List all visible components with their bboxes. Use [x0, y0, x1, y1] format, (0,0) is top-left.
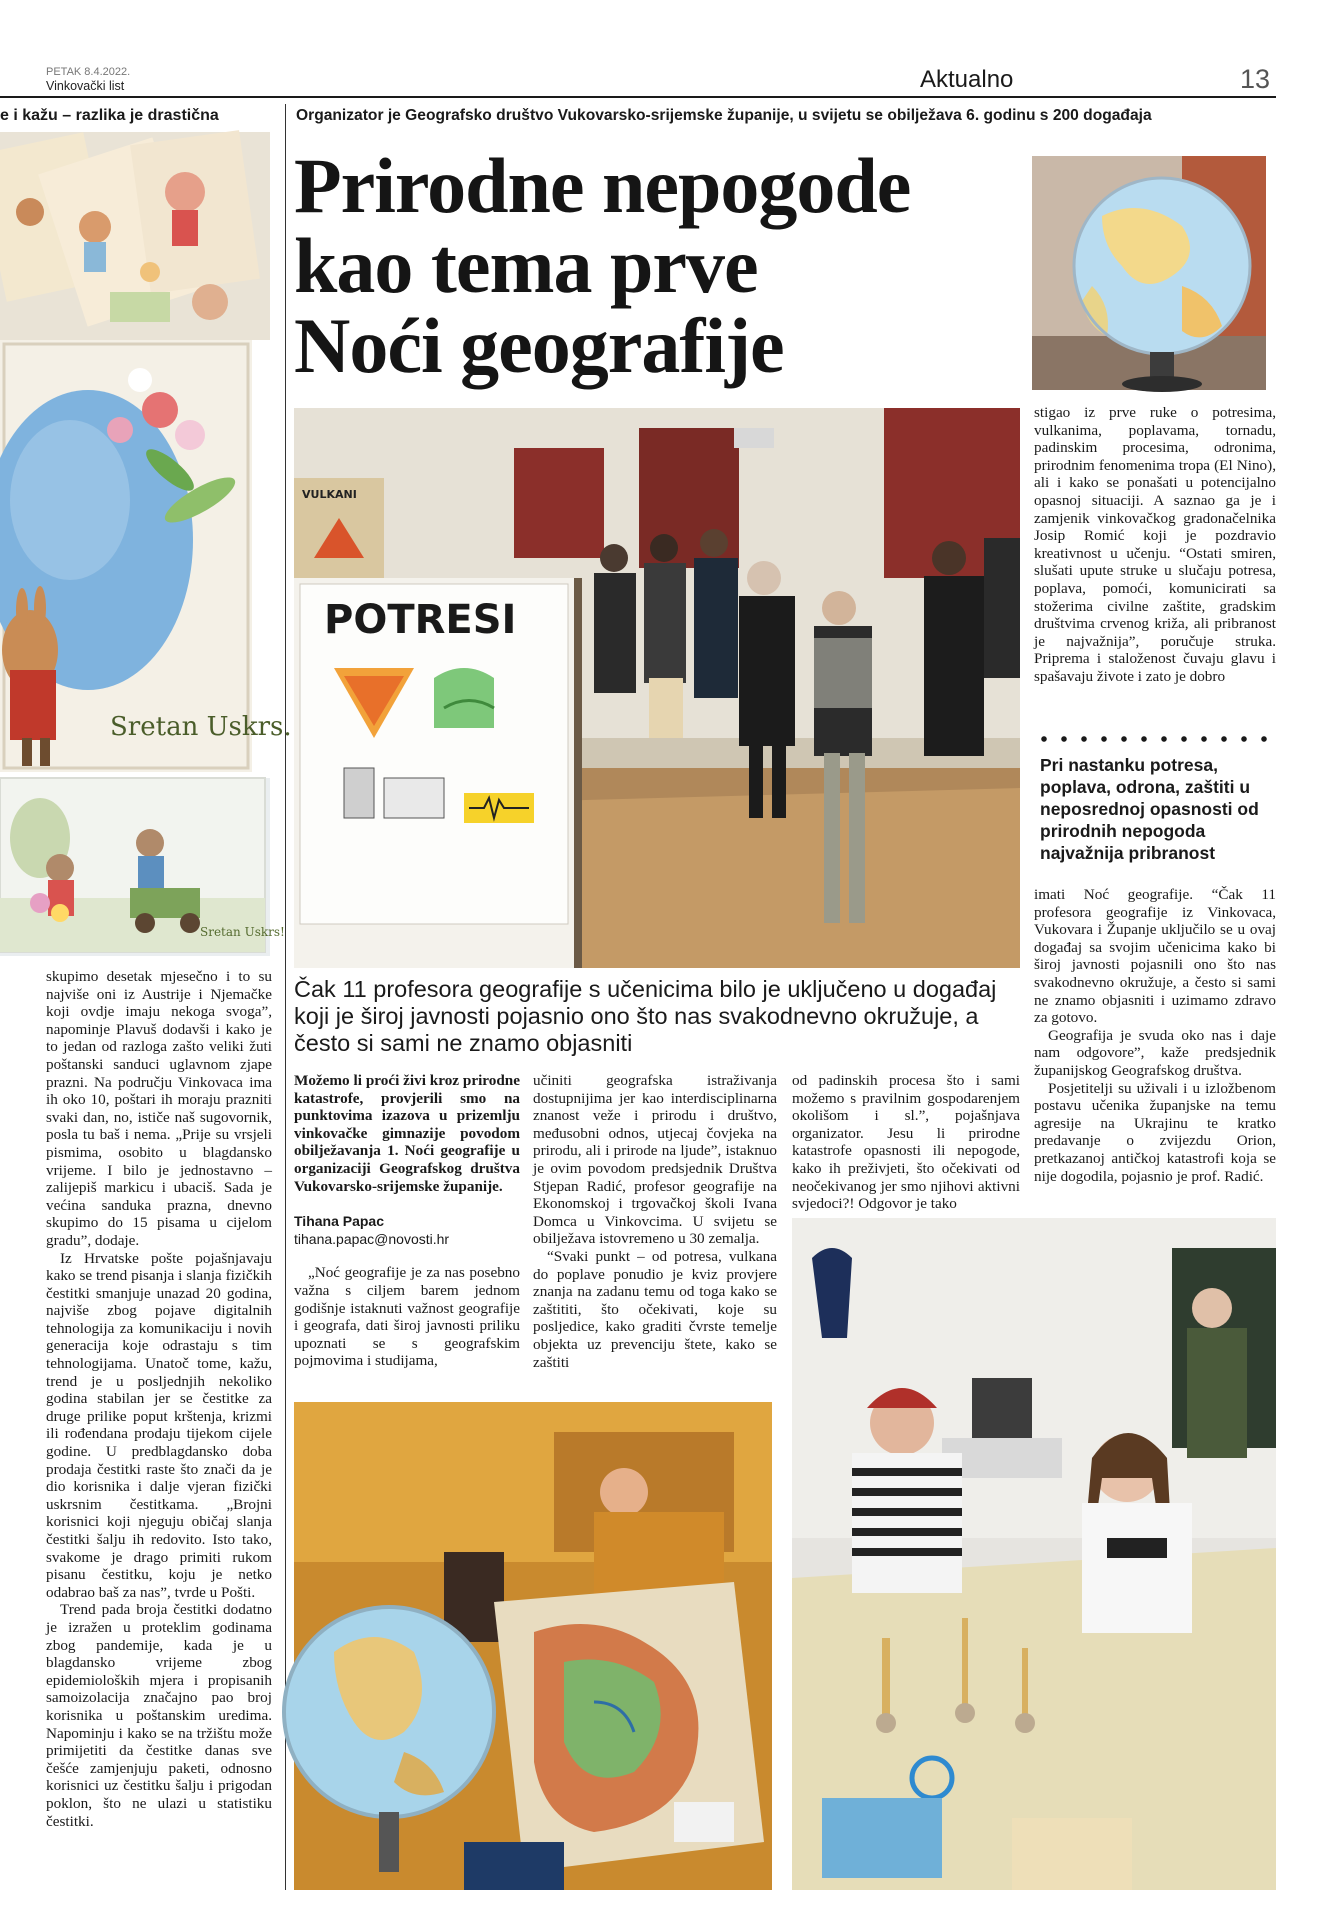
left-story-kicker: e i kažu – razlika je drastična: [0, 107, 219, 124]
headline-line: kao tema prve: [294, 222, 758, 309]
left-story-paragraph: skupimo desetak mjesečno i to su najviše oni iz Austrije i Njemačke koji ovdje imaju nekoga svoga”, napominje Plavuš dodavši i kako je to jedan od razloga zašto veliki žuti poštanski sanduci uglavnom zjape prazni. Na području Vinkovaca ima ih oko 10, poštari ih moraju prazniti svaki dan, no, ističe naš sugovornik, posla tu baš i nema. „Prije su vrsjeli pismima, osobito u blagdansko vrijeme. I bilo je jednostavno – zalijepiš markicu i ubaciš. Sada je većina sanduka prazna, dnevno skupimo do 15 pisama u cijelom gradu”, dodaje.: [46, 968, 272, 1249]
article-paragraph: “Svaki punkt – od potresa, vulkana do poplave ponudio je kviz provjere znanja na zadanu temu od toga kako se zaštititi, što očekivati, koje su posljedice, kako graditi čvrste temelje objekta uz prevenciju štete, kako se zaštiti: [533, 1247, 777, 1371]
article-column-2: [533, 1072, 777, 1371]
headline: [294, 142, 911, 389]
photo-students-models: [792, 1218, 1276, 1890]
article-right-column-top: [1034, 404, 1276, 686]
article-right-column-bottom: [1034, 886, 1276, 1185]
publication-name: Vinkovački list: [46, 79, 125, 93]
poster-title: POTRESI: [324, 597, 517, 643]
column-divider: [285, 104, 286, 1890]
article-paragraph: učiniti geografska istraživanja dostupnijima jer kao interdisciplinarna znanost veže i prirodu i društvo, međusobni odnos, utjecaj čovjeka na prirodu, ali i prirode na ljude”, istaknuo je ovim povodom predsjednik Društva Stjepan Radić, profesor geografije na Ekonomskoj i trgovačkoj školi Ivana Domca u Vinkovcima. U svijetu se obilježava istovremeno u 30 zemalja.: [533, 1072, 777, 1248]
main-photo-event: [294, 408, 1020, 968]
author-name: Tihana Papac: [294, 1213, 385, 1230]
postcards-photo-top: [0, 132, 270, 340]
article-column-1: [294, 1072, 520, 1370]
postcard-easter-egg: [0, 340, 292, 772]
headline-line: Noći geografije: [294, 302, 784, 389]
postcard-greeting-1: Sretan Uskrs.: [110, 712, 292, 742]
left-story-paragraph: Iz Hrvatske pošte pojašnjavaju kako se trend pisanja i slanja fizičkih čestitki smanjuje unazad 20 godina, najviše zbog pojave digitalnih tehnologija za komunikaciju i novih generacija koje odrastaju s tim tehnologijama. Unatoč tome, kažu, trend je u posljednjih nekoliko godina stabilan jer se čestitke za druge prilike poput krštenja, krizmi ili rođendana prodaju tijekom cijele godine. U predblagdansko doba prodaja čestitki raste što znači da je dio korisnika i dalje vjeran fizički uskrsnim čestitkama. „Brojni korisnici koji njeguju običaj slanja čestitki šalju ih redovito. Isto tako, svakome je drago primiti rukom pisanu čestitku, koju je netko odabrao baš za nas”, tvrde u Pošti.: [46, 1249, 272, 1601]
left-story-paragraph: Trend pada broja čestitki dodatno je izražen u proteklim godinama zbog pandemije, kada je u blagdansko vrijeme zbog epidemioloških mjera i propisanih samoizolacija značajno pao broj korisnika u poštanskim uredima. Napominju i kako se na tržištu može primijetiti da čestitke danas sve češće zamjenjuju paketi, odnosno korisnici uz čestitku šalju i prigodan poklon, što ne ulazi u statistiku čestitki.: [46, 1601, 272, 1830]
article-subhead: Čak 11 profesora geografije s učenicima bilo je uključeno u događaj koji je široj javnosti pojasnio ono što nas svakodnevno okružuje, a često si sami ne znamo objasniti: [294, 976, 997, 1056]
postcard-bunnies-cart: [0, 778, 285, 956]
article-paragraph: imati Noć geografije. “Čak 11 profesora geografije iz Vinkovaca, Vukovara i Županje uključilo se u ovaj događaj sa svojim učenicima kako bi široj javnosti pojasnili ono što nas svakodnevno okružuje, a često si sami ne znamo objasniti i uzimamo zdravo za gotovo.: [1034, 886, 1276, 1027]
section-title: Aktualno: [920, 66, 1014, 93]
article-paragraph: „Noć geografije je za nas posebno važna s ciljem barem jednom godišnje istaknuti važnost geografije i geografa, dati široj javnosti priliku upoznati se s geografskim pojmovima i studijama,: [294, 1264, 520, 1370]
pullquote: Pri nastanku potresa, poplava, odrona, zaštiti u neposrednoj opasnosti od prirodnih nepogoda najvažnija pribranost: [1040, 755, 1259, 863]
article-paragraph: Geografija je svuda oko nas i daje nam odgovore”, kaže predsjednik županijskog Geografskog društva.: [1034, 1026, 1276, 1079]
postcard-greeting-2: Sretan Uskrs!: [200, 925, 285, 939]
page-number: 13: [1240, 64, 1271, 94]
header-rule: [0, 96, 1276, 98]
globe-round-photo: [1032, 156, 1266, 390]
poster-volcano-label: VULKANI: [302, 488, 357, 501]
article-paragraph: od padinskih procesa što i sami možemo s pravilnim gospodarenjem okolišom i sl.”, pojašnjava organizator. Jesu li prirodne katastrofe opasnosti ili nepogode, kako ih preživjeti, što očekivati od neočekivanog jer smo njihovi aktivni svjedoci?! Odgovor je tako: [792, 1072, 1020, 1213]
pullquote-dots: [1034, 735, 1276, 743]
photo-globe-map: [294, 1402, 772, 1890]
issue-date: PETAK 8.4.2022.: [46, 66, 131, 78]
headline-line: Prirodne nepogode: [294, 142, 911, 229]
left-story-body: [46, 968, 272, 1830]
article-lead: Možemo li proći živi kroz prirodne katastrofe, provjerili smo na punktovima izazova u prizemlju vinkovačke gimnazije povodom obilježavanja 1. Noći geografije u organizaciji Geografskog društva Vukovarsko-srijemske županije.: [294, 1072, 520, 1195]
article-paragraph: stigao iz prve ruke o potresima, vulkanima, poplavama, tornadu, padinskim procesima, odronima, prirodnim fenomenima tropa (El Nino), ali i kako se ponašati u potencijalno opasnoj situaciji. A saznao ga je i zamjenik vinkovačkog gradonačelnika Josip Romić koji je pozdravio kreativnost u učenju. “Ostati smiren, slušati upute struke u slučaju potresa, poplava, pomoći, komunicirati sa stožerima civilne zaštite, gradskim društvima crvenog križa, ali pribranost je najvažnija”, poručuje struka. Priprema i staloženost čuvaju glavu i spašavaju živote i zato je dobro: [1034, 404, 1276, 685]
article-column-3: [792, 1072, 1020, 1213]
article-kicker: Organizator je Geografsko društvo Vukovarsko-srijemske županije, u svijetu se obilježava 6. godinu s 200 događaja: [296, 107, 1152, 124]
author-email: tihana.papac@novosti.hr: [294, 1230, 450, 1247]
article-paragraph: Posjetitelji su uživali i u izložbenom postavu učenika županjske na temu agresije na Ukrajinu te kratko predavanje o zvijezdu Orion, pretkazanoj antičkoj katastrofi koja se nije dogodila, pojasnio je prof. Radić.: [1034, 1079, 1276, 1185]
